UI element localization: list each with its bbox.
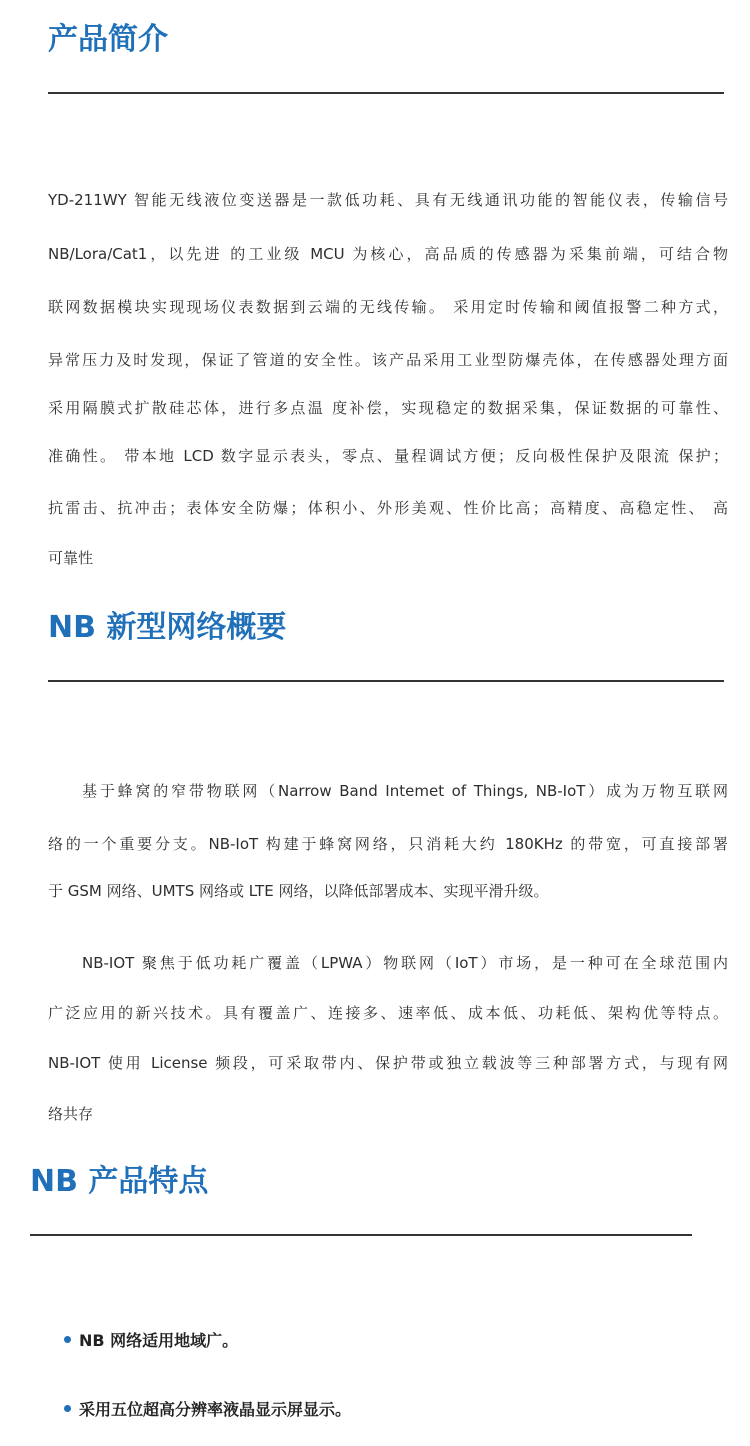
feature-item-text: 采用五位超高分辨率液晶显示屏显示。 [79, 1400, 352, 1419]
nb-overview-line: 络的一个重要分支。NB-IoT 构建于蜂窝网络，只消耗大约 180KHz 的带宽，可直接部署 [48, 835, 728, 853]
nb-overview-line: 广泛应用的新兴技术。具有覆盖广、连接多、速率低、成本低、功耗低、架构优等特点。 [48, 1004, 728, 1022]
nb-overview-line: NB-IOT 使用 License 频段，可采取带内、保护带或独立载波等三种部署方式，与现有网 [48, 1054, 728, 1072]
intro-line: NB/Lora/Cat1，以先进 的工业级 MCU 为核心，高品质的传感器为采集前端，可结合物 [48, 245, 728, 263]
nb-features-title: NB 产品特点 [30, 1164, 209, 1199]
intro-divider [48, 92, 724, 94]
bullet-dot-icon [64, 1336, 71, 1343]
intro-line: 可靠性 [48, 549, 94, 567]
nb-overview-divider [48, 680, 724, 682]
intro-line: YD-211WY 智能无线液位变送器是一款低功耗、具有无线通讯功能的智能仪表，传输信号 [48, 191, 728, 209]
feature-item-text: NB 网络适用地域广。 [79, 1331, 239, 1350]
intro-line: 采用隔膜式扩散硅芯体，进行多点温 度补偿，实现稳定的数据采集，保证数据的可靠性、 [48, 399, 728, 417]
intro-line: 抗雷击、抗冲击；表体安全防爆；体积小、外形美观、性价比高；高精度、高稳定性、 高 [48, 499, 728, 517]
intro-title: 产品简介 [48, 22, 168, 57]
nb-overview-line: 基于蜂窝的窄带物联网（Narrow Band Intemet of Things, NB-IoT）成为万物互联网 [82, 782, 728, 800]
intro-line: 异常压力及时发现，保证了管道的安全性。该产品采用工业型防爆壳体，在传感器处理方面 [48, 351, 728, 369]
nb-features-divider [30, 1234, 692, 1236]
nb-overview-line: 络共存 [48, 1105, 94, 1123]
nb-overview-line: 于 GSM 网络、UMTS 网络或 LTE 网络，以降低部署成本、实现平滑升级。 [48, 882, 549, 900]
intro-line: 准确性。 带本地 LCD 数字显示表头，零点、量程调试方便；反向极性保护及限流 保护； [48, 447, 728, 465]
feature-item [64, 1331, 238, 1351]
nb-overview-line: NB-IOT 聚焦于低功耗广覆盖（LPWA）物联网（IoT）市场，是一种可在全球范围内 [82, 954, 728, 972]
bullet-dot-icon [64, 1405, 71, 1412]
feature-item [64, 1400, 351, 1420]
intro-line: 联网数据模块实现现场仪表数据到云端的无线传输。 采用定时传输和阈值报警二种方式， [48, 298, 728, 316]
nb-overview-title: NB 新型网络概要 [48, 610, 287, 645]
